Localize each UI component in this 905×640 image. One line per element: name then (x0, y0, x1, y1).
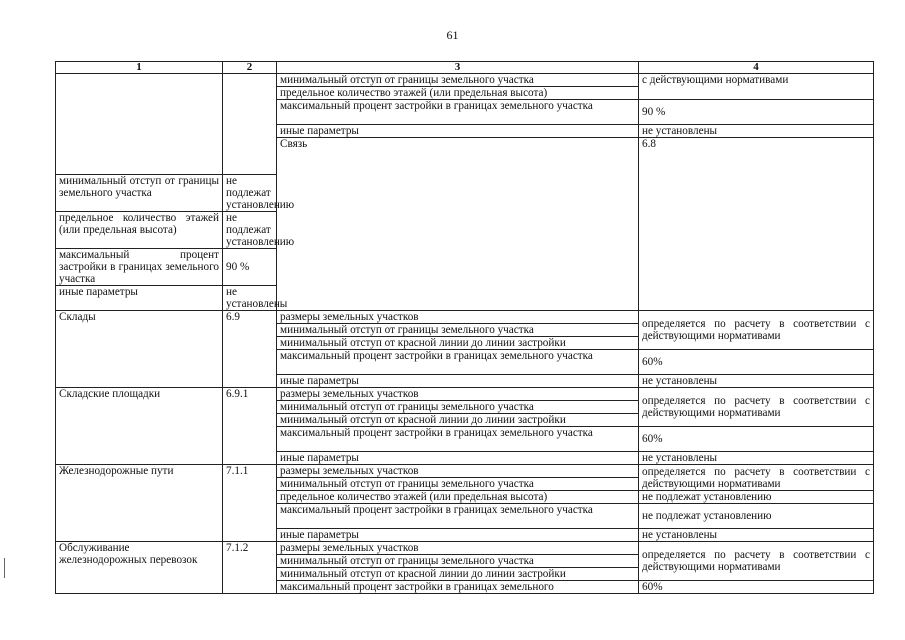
use-type-name: Складские площадки (56, 388, 223, 465)
use-type-name: Обслуживание железнодорожных перевозок (56, 542, 223, 594)
parameter-cell: максимальный процент застройки в границах земельного участка (277, 350, 639, 375)
parameter-cell: минимальный отступ от границы земельного участка (56, 175, 223, 212)
land-use-parameters-table (55, 61, 874, 594)
parameter-cell: иные параметры (56, 286, 223, 311)
parameter-cell: размеры земельных участков (277, 465, 639, 478)
value-cell: не подлежат установлению (639, 504, 874, 529)
parameter-cell: максимальный процент застройки в границах земельного участка (277, 504, 639, 529)
use-type-name: Связь (277, 138, 639, 311)
parameter-cell: минимальный отступ от красной линии до линии застройки (277, 337, 639, 350)
value-cell: не установлены (639, 125, 874, 138)
value-cell: не установлены (639, 375, 874, 388)
value-cell: определяется по расчету в соответствии с действующими нормативами (639, 465, 874, 491)
parameter-cell: минимальный отступ от красной линии до линии застройки (277, 414, 639, 427)
column-header-2: 2 (223, 62, 277, 74)
table-row (56, 542, 874, 555)
use-type-name: Железнодорожные пути (56, 465, 223, 542)
parameter-cell: минимальный отступ от границы земельного участка (277, 401, 639, 414)
parameter-cell: минимальный отступ от красной линии до линии застройки (277, 568, 639, 581)
value-cell: определяется по расчету в соответствии с действующими нормативами (639, 542, 874, 581)
use-type-name: Склады (56, 311, 223, 388)
parameter-cell: максимальный процент застройки в границах земельного (277, 581, 639, 594)
value-cell: определяется по расчету в соответствии с действующими нормативами (639, 311, 874, 350)
table-header-row (56, 62, 874, 74)
parameter-cell: иные параметры (277, 125, 639, 138)
table-row (56, 74, 874, 87)
parameter-cell: размеры земельных участков (277, 311, 639, 324)
parameter-cell: размеры земельных участков (277, 388, 639, 401)
column-header-4: 4 (639, 62, 874, 74)
table-row (56, 311, 874, 324)
column-header-3: 3 (277, 62, 639, 74)
parameter-cell: минимальный отступ от границы земельного участка (277, 324, 639, 337)
table-row (56, 465, 874, 478)
use-type-name (56, 74, 223, 175)
value-cell: не подлежат установлению (223, 212, 277, 249)
page-number: 61 (446, 28, 459, 42)
value-cell: определяется по расчету в соответствии с действующими нормативами (639, 388, 874, 427)
use-type-code (223, 74, 277, 175)
value-cell: с действующими нормативами (639, 74, 874, 100)
value-cell: не установлены (223, 286, 277, 311)
parameter-cell: иные параметры (277, 452, 639, 465)
value-cell: не подлежат установлению (223, 175, 277, 212)
value-cell: 90 % (223, 249, 277, 286)
value-cell: 60% (639, 581, 874, 594)
table-row (56, 388, 874, 401)
parameter-cell: иные параметры (277, 529, 639, 542)
value-cell: не установлены (639, 529, 874, 542)
use-type-code: 7.1.2 (223, 542, 277, 594)
use-type-code: 6.9 (223, 311, 277, 388)
parameter-cell: иные параметры (277, 375, 639, 388)
parameter-cell: предельное количество этажей (или предельная высота) (277, 87, 639, 100)
parameter-cell: максимальный процент застройки в границах земельного участка (56, 249, 223, 286)
parameter-cell: предельное количество этажей (или предельная высота) (277, 491, 639, 504)
use-type-code: 6.8 (639, 138, 874, 311)
column-header-1: 1 (56, 62, 223, 74)
parameter-cell: минимальный отступ от границы земельного участка (277, 74, 639, 87)
parameter-cell: предельное количество этажей (или предельная высота) (56, 212, 223, 249)
value-cell: не подлежат установлению (639, 491, 874, 504)
value-cell: не установлены (639, 452, 874, 465)
value-cell: 60% (639, 350, 874, 375)
parameter-cell: минимальный отступ от границы земельного участка (277, 478, 639, 491)
scan-margin-mark (4, 558, 8, 578)
parameter-cell: размеры земельных участков (277, 542, 639, 555)
value-cell: 60% (639, 427, 874, 452)
parameter-cell: максимальный процент застройки в границах земельного участка (277, 100, 639, 125)
use-type-code: 6.9.1 (223, 388, 277, 465)
value-cell: 90 % (639, 100, 874, 125)
parameter-cell: максимальный процент застройки в границах земельного участка (277, 427, 639, 452)
use-type-code: 7.1.1 (223, 465, 277, 542)
parameter-cell: минимальный отступ от границы земельного участка (277, 555, 639, 568)
